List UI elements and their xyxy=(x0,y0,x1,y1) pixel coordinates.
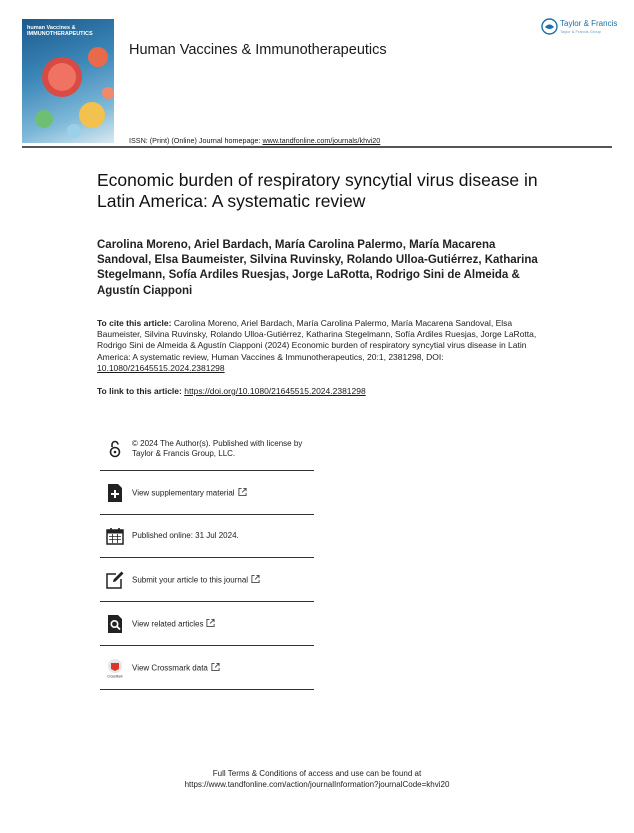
published-item xyxy=(100,515,314,558)
crossmark-icon-text: CrossMark xyxy=(107,674,123,678)
external-link-icon xyxy=(206,618,215,627)
submit-label: Submit your article to this journal xyxy=(132,575,249,584)
publisher-logo[interactable] xyxy=(541,17,621,39)
terms-footer xyxy=(0,768,634,790)
crossmark-link[interactable] xyxy=(132,662,310,673)
external-link-icon xyxy=(238,487,247,496)
supplementary-label: View supplementary material xyxy=(132,488,235,497)
submit-article-link[interactable] xyxy=(132,574,310,585)
supplementary-item[interactable] xyxy=(100,471,314,515)
article-doi-link[interactable]: https://doi.org/10.1080/21645515.2024.2381298 xyxy=(184,386,366,396)
submit-item[interactable] xyxy=(100,558,314,602)
calendar-icon xyxy=(105,526,125,546)
citation-block xyxy=(97,318,547,374)
publisher-logo-subtext: Taylor & Francis Group xyxy=(560,29,601,34)
edit-icon xyxy=(105,570,125,590)
crossmark-icon xyxy=(105,658,125,678)
license-text: © 2024 The Author(s). Published with license by Taylor & Francis Group, LLC. xyxy=(132,439,303,458)
search-document-icon xyxy=(105,614,125,634)
cover-title: human Vaccines & IMMUNOTHERAPEUTICS xyxy=(27,25,93,37)
header-divider xyxy=(22,146,612,148)
external-link-icon xyxy=(251,574,260,583)
terms-text: Full Terms & Conditions of access and use can be found at xyxy=(212,769,422,778)
crossmark-item[interactable] xyxy=(100,646,314,690)
open-access-icon xyxy=(105,439,125,459)
journal-title[interactable]: Human Vaccines & Immunotherapeutics xyxy=(129,42,387,58)
citation-text: Carolina Moreno, Ariel Bardach, María Carolina Palermo, María Macarena Sandoval, Elsa Baumeister, Silvina Ruvinsky, Rolando Ulloa-Gutiérrez, Katharina Stegelmann, Sofía Ardiles Ruesjas, Jorge LaRotta, Rodrigo Sini de Almeida & Agustín Ciapponi (2024) Economic burden of respiratory syncytial virus disease in Latin America: A systematic review, Human Vaccines & Immunotherapeutics, 20:1, 2381298, DOI: xyxy=(97,318,537,362)
external-link-icon xyxy=(211,662,220,671)
related-articles-link[interactable] xyxy=(132,618,310,629)
article-title: Economic burden of respiratory syncytial virus disease in Latin America: A systematic review xyxy=(97,170,538,211)
article-authors: Carolina Moreno, Ariel Bardach, María Carolina Palermo, María Macarena Sandoval, Elsa Baumeister, Silvina Ruvinsky, Rolando Ulloa-Gutiérrez, Katharina Stegelmann, Sofía Ardiles Ruesjas, Jorge LaRotta, Rodrigo Sini de Almeida & Agustín Ciapponi xyxy=(97,239,538,297)
related-label: View related articles xyxy=(132,619,204,628)
issn-line xyxy=(129,136,380,145)
journal-homepage-link[interactable]: www.tandfonline.com/journals/khvi20 xyxy=(262,136,381,145)
publisher-logo-icon xyxy=(541,18,558,35)
terms-link[interactable]: https://www.tandfonline.com/action/journalInformation?journalCode=khvi20 xyxy=(184,780,450,789)
article-info-list xyxy=(100,428,314,690)
published-date: Published online: 31 Jul 2024. xyxy=(132,531,239,540)
issn-text: ISSN: (Print) (Online) Journal homepage: xyxy=(129,136,263,145)
virus-illustration xyxy=(22,19,114,143)
publisher-logo-text: Taylor & Francis xyxy=(560,19,618,28)
citation-doi-link[interactable]: 10.1080/21645515.2024.2381298 xyxy=(97,362,225,373)
article-link-line xyxy=(97,386,366,396)
supplementary-link[interactable] xyxy=(132,487,310,498)
document-plus-icon xyxy=(105,483,125,503)
article-link-label: To link to this article: xyxy=(97,386,185,396)
related-item[interactable] xyxy=(100,602,314,646)
journal-cover-image xyxy=(22,19,114,143)
crossmark-label: View Crossmark data xyxy=(132,663,208,672)
license-item xyxy=(100,428,314,471)
citation-label: To cite this article: xyxy=(97,318,172,328)
